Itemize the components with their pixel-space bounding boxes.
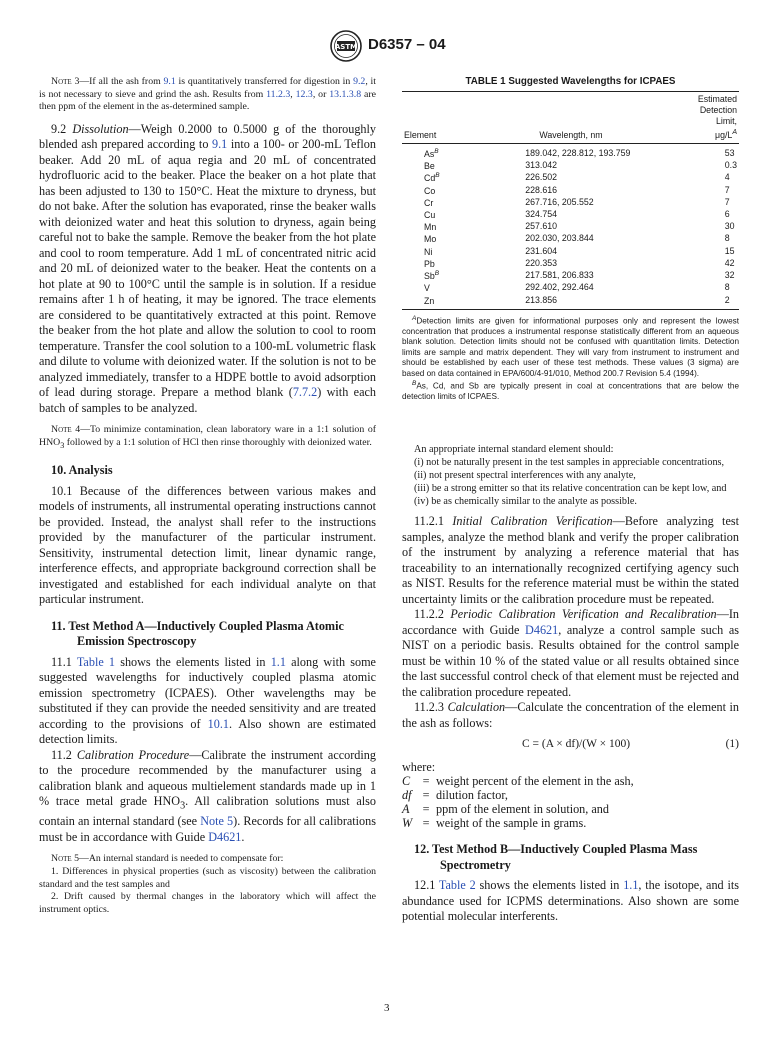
table-1-footnote-a: $^A$Detection limits are given for informational purposes only and represent the lowest concentration that produces a instrumental response statistically different from an aqueous blank solution. Detection limits should not be confused with quantitation limits. Detection limits are sample and matrix dependent. They will vary from instrument to instrument and should be established by each user of these test methods. These values (3 sigma) are based on data contained in EPA/600/4-91/010, Method 200.7 Revision 5.4 (1994). bbox=[402, 314, 739, 378]
cell-detection-limit: 30 bbox=[724, 221, 735, 232]
definition-item bbox=[402, 816, 739, 830]
cell-detection-limit: 8 bbox=[724, 233, 730, 244]
equation-number: (1) bbox=[725, 738, 739, 751]
table-1-caption: TABLE 1 Suggested Wavelengths for ICPAES bbox=[465, 76, 676, 87]
internal-standard-i: (i) not be naturally present in the test samples in appreciable concentrations, bbox=[414, 457, 725, 469]
ref-11-2-3[interactable]: 11.2.3 bbox=[266, 88, 291, 100]
cell-element: Zn bbox=[424, 295, 435, 306]
table-1-footnote-b: $^B$As, Cd, and Sb are typically present in coal at concentrations that are below the detection limits of ICPAES. bbox=[402, 379, 739, 402]
table-row bbox=[402, 232, 739, 244]
ref-9-2[interactable]: 9.2 bbox=[353, 76, 366, 87]
cell-element: $As^B$ bbox=[424, 147, 439, 159]
ref-table-2[interactable]: Table 2 bbox=[438, 878, 476, 893]
svg-text:ASTM: ASTM bbox=[334, 43, 358, 51]
cell-wavelength: 267.716, 205.552 bbox=[525, 196, 594, 207]
table-row bbox=[402, 245, 739, 257]
ref-1-1[interactable]: 1.1 bbox=[270, 654, 286, 669]
cell-element: Ni bbox=[424, 246, 433, 257]
cell-detection-limit: 53 bbox=[724, 147, 735, 158]
internal-standard-iii: (iii) be a strong emitter so that its relative concentration can be kept low, and bbox=[414, 483, 727, 495]
ref-9-1[interactable]: 9.1 bbox=[163, 76, 176, 87]
note-5-item-1: 1. Differences in physical properties (such as viscosity) between the calibration standard and the test samples and bbox=[39, 865, 376, 890]
cell-element: $Sb^B$ bbox=[424, 270, 440, 282]
table-row bbox=[402, 159, 739, 171]
cell-wavelength: 324.754 bbox=[525, 208, 558, 219]
equation-1 bbox=[402, 737, 739, 752]
para-10-1: 10.1 Because of the differences between various makes and models of instruments, all instrumental operating instructions cannot be provided. Instead, the analyst shall refer to the instructions provided by the manufacturer of the particular instrument. Sensitivity, instrumental detection limit, linear dynamic range, interference effects, and appropriate background correction shall be investigated and established for each individual analyte on that particular instrument. bbox=[39, 483, 376, 607]
table-row bbox=[402, 184, 739, 196]
ref-10-1[interactable]: 10.1 bbox=[207, 716, 229, 731]
table-row bbox=[402, 171, 739, 183]
table-row bbox=[402, 220, 739, 232]
col-limit: Estimated Detection Limit, $\mu g/L^A$ bbox=[697, 94, 737, 140]
definition-item bbox=[402, 788, 739, 802]
table-row bbox=[402, 208, 739, 220]
definition-text: ppm of the element in solution, and bbox=[436, 802, 609, 817]
cell-detection-limit: 42 bbox=[724, 257, 735, 268]
cell-detection-limit: 2 bbox=[724, 294, 730, 305]
heading-section-12: 12. Test Method B—Inductively Coupled Plasma Mass Spectrometry bbox=[414, 842, 698, 872]
col-element: Element bbox=[404, 129, 437, 140]
cell-detection-limit: 8 bbox=[724, 282, 730, 293]
cell-wavelength: 292.402, 292.464 bbox=[525, 282, 594, 293]
variable-definitions bbox=[402, 774, 739, 830]
definition-text: weight of the sample in grams. bbox=[436, 816, 587, 831]
heading-section-11: 11. Test Method A—Inductively Coupled Plasma Atomic Emission Spectroscopy bbox=[51, 618, 344, 649]
cell-wavelength: 202.030, 203.844 bbox=[525, 233, 594, 244]
heading-section-10: 10. Analysis bbox=[51, 463, 113, 478]
table-row bbox=[402, 294, 739, 310]
right-column bbox=[402, 76, 739, 925]
para-11-1: 11.1 Table 1 shows the elements listed in 1.1 along with some suggested wavelengths for inductively coupled plasma atomic emission spectrometry (ICPAES). Other wavelengths may be substituted if they can provide the needed sensitivity and are treated according to the provisions of 10.1. Also shown are estimated detection limits. bbox=[39, 654, 376, 747]
cell-wavelength: 313.042 bbox=[525, 160, 558, 171]
ref-d4621[interactable]: D4621 bbox=[208, 829, 242, 844]
cell-element: V bbox=[424, 283, 430, 294]
cell-wavelength: 213.856 bbox=[525, 294, 558, 305]
definition-equals: = bbox=[422, 816, 430, 831]
cell-element: Be bbox=[424, 161, 435, 172]
cell-element: Mo bbox=[424, 234, 437, 245]
cell-wavelength: 226.502 bbox=[525, 172, 558, 183]
table-row bbox=[402, 196, 739, 208]
para-12-1: 12.1 Table 2 shows the elements listed in 1.1, the isotope, and its abundance used for ICPMS determinations. Also shown are some potential molecular interferents. bbox=[402, 878, 739, 924]
para-9-2: 9.2 Dissolution—Weigh 0.2000 to 0.5000 g of the thoroughly blended ash prepared according to 9.1 into a 100- or 200-mL Teflon beaker. Add 20 mL of aqua regia and 20 mL of concentrated hydrofluoric acid to the beaker. Place the beaker on a hot plate that has been adjusted to 130 to 150°C. Heat the mixture to dryness, but do not bake. After the solution has evaporated, rinse the beaker walls with deionized water and heat this solution to dryness, again being careful not to bake the sample. Remove the beaker from the hot plate and cool to room temperature. Add 1 mL of concentrated nitric acid and 20 mL of deionized water to the beaker. Heat the contents on a hot plate at 90 to 100°C until the sample is in solution. If a residue remains after 1 h of heating, it may be ignored. The trace elements are considered to be quantitatively extracted at this point. Remove the beaker from the hot plate and allow the solution to cool to room temperature. Transfer the cool solution to a 100-mL volumetric flask and dilute to volume with deionized water. If the solution is not to be analyzed immediately, transfer to a HDPE bottle to avoid adsorption of lead during storage. Prepare a method blank (7.7.2) with each batch of samples to be analyzed. bbox=[39, 121, 376, 415]
internal-standard-intro: An appropriate internal standard element should: bbox=[414, 444, 614, 456]
definition-item bbox=[402, 802, 739, 816]
note-5: Note 5—An internal standard is needed to compensate for: bbox=[51, 853, 284, 865]
cell-detection-limit: 7 bbox=[724, 196, 730, 207]
ref-13-1-3-8[interactable]: 13.1.3.8 bbox=[329, 88, 362, 100]
ref-7-7-2[interactable]: 7.7.2 bbox=[292, 385, 318, 400]
para-11-2-1: 11.2.1 Initial Calibration Verification—Before analyzing test samples, analyze the method blank and verify the proper calibration of the instrument by analyzing a reference material that has traceability to an internationally recognized certifying agency such as NIST. Results for the reference material must be within the stated uncertainty limits or the calibration procedure must be repeated. bbox=[402, 514, 739, 606]
internal-standard-ii: (ii) not present spectral interferences with any analyte, bbox=[414, 470, 636, 482]
cell-detection-limit: 6 bbox=[724, 208, 730, 219]
para-11-2: 11.2 Calibration Procedure—Calibrate the instrument according to the procedure recommended by the manufacturer using a calibration blank and aqueous multielement standards made up in 1 % trace metal grade $HNO_3$. All calibration solutions must also contain an internal standard (see Note 5). Records for all calibrations must be in accordance with Guide D4621. bbox=[39, 747, 376, 844]
cell-wavelength: 220.353 bbox=[525, 257, 558, 268]
definition-symbol: A bbox=[402, 802, 410, 817]
table-header-row bbox=[402, 92, 739, 144]
table-1-body bbox=[402, 143, 739, 309]
ref-9-1[interactable]: 9.1 bbox=[212, 137, 228, 152]
cell-detection-limit: 15 bbox=[724, 245, 735, 256]
cell-wavelength: 189.042, 228.812, 193.759 bbox=[525, 147, 631, 158]
cell-wavelength: 217.581, 206.833 bbox=[525, 270, 594, 281]
definition-symbol: df bbox=[402, 788, 412, 803]
internal-standard-iv: (iv) be as chemically similar to the analyte as possible. bbox=[414, 496, 637, 508]
definition-symbol: C bbox=[402, 774, 411, 789]
table-row bbox=[402, 143, 739, 159]
cell-wavelength: 257.610 bbox=[525, 221, 558, 232]
table-1 bbox=[402, 91, 739, 310]
document-id: D6357 – 04 bbox=[368, 36, 446, 53]
ref-d4621[interactable]: D4621 bbox=[525, 622, 559, 637]
ref-note-5[interactable]: Note 5 bbox=[200, 814, 234, 829]
cell-element: Co bbox=[424, 185, 436, 196]
ref-table-1[interactable]: Table 1 bbox=[76, 654, 116, 669]
cell-element: Cr bbox=[424, 197, 434, 208]
col-wavelength: Wavelength, nm bbox=[539, 129, 603, 140]
definition-equals: = bbox=[422, 774, 430, 789]
cell-detection-limit: 4 bbox=[724, 172, 730, 183]
cell-element: $Cd^B$ bbox=[424, 172, 440, 184]
definition-text: weight percent of the element in the ash, bbox=[436, 774, 634, 789]
definition-item bbox=[402, 774, 739, 788]
ref-12-3[interactable]: 12.3 bbox=[295, 88, 313, 100]
para-11-2-2: 11.2.2 Periodic Calibration Verification and Recalibration—In accordance with Guide D4621, analyze a control sample such as NIST on a periodic basis. Results obtained for the control sample must be within 10 % of the stated value or all results obtained since the last successful control check of that element must be rejected and the calibration procedure repeated. bbox=[402, 607, 740, 699]
note-5-item-2: 2. Drift caused by thermal changes in the laboratory which will affect the instrument optics. bbox=[39, 891, 376, 915]
definition-symbol: W bbox=[402, 816, 413, 831]
definition-equals: = bbox=[422, 788, 430, 803]
cell-element: Cu bbox=[424, 209, 436, 220]
table-row bbox=[402, 257, 739, 269]
cell-element: Mn bbox=[424, 222, 437, 233]
astm-logo-icon bbox=[330, 30, 362, 62]
cell-element: Pb bbox=[424, 258, 435, 269]
cell-detection-limit: 0.3 bbox=[724, 160, 737, 171]
cell-detection-limit: 32 bbox=[724, 270, 735, 281]
cell-wavelength: 228.616 bbox=[525, 184, 558, 195]
note-3: Note 3—If all the ash from 9.1 is quantitatively transferred for digestion in 9.2, it is not necessary to sieve and grind the ash. Results from 11.2.3, 12.3, or 13.1.3.8 are then ppm of the element in the as-determined sample. bbox=[39, 76, 376, 113]
left-column bbox=[39, 76, 376, 916]
table-row bbox=[402, 269, 739, 281]
para-11-2-3: 11.2.3 Calculation—Calculate the concentration of the element in the ash as follows: bbox=[402, 700, 739, 730]
note-4: Note 4—To minimize contamination, clean laboratory ware in a 1:1 solution of $HNO_3$ followed by a 1:1 solution of HCl then rinse thoroughly with deionized water. bbox=[39, 424, 376, 450]
ref-1-1[interactable]: 1.1 bbox=[623, 878, 639, 893]
where-label: where: bbox=[402, 760, 436, 775]
definition-text: dilution factor, bbox=[436, 788, 508, 803]
cell-wavelength: 231.604 bbox=[525, 245, 558, 256]
table-row bbox=[402, 281, 739, 293]
page-header bbox=[0, 28, 778, 68]
equation-expression: C = (A × df)/(W × 100) bbox=[522, 738, 631, 751]
page-number: 3 bbox=[384, 1002, 390, 1014]
definition-equals: = bbox=[422, 802, 430, 817]
cell-detection-limit: 7 bbox=[724, 184, 730, 195]
